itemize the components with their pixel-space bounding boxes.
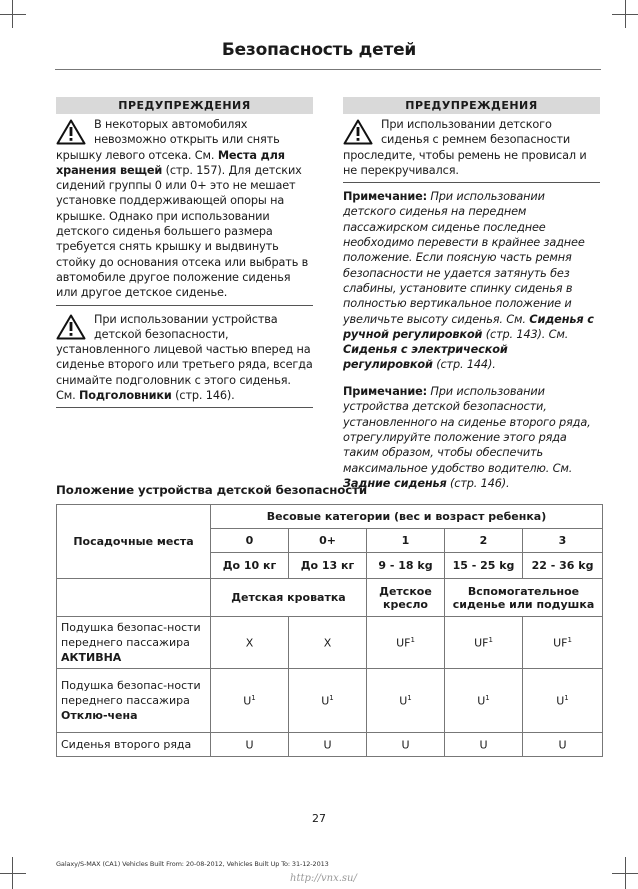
cell-value: U: [321, 694, 330, 708]
cross-reference[interactable]: Места для хранения вещей: [56, 148, 285, 177]
seat-type-header: Вспомогательное сиденье или подушка: [445, 579, 603, 617]
crop-mark: [612, 14, 638, 15]
group-header: 0+: [289, 529, 367, 553]
warnings-heading: ПРЕДУПРЕЖДЕНИЯ: [343, 97, 600, 114]
crop-mark: [0, 873, 26, 874]
warning-text: [56, 118, 308, 299]
table-cell: [445, 669, 523, 733]
table-cell: [367, 733, 445, 757]
cell-footnote: 1: [567, 635, 572, 644]
group-header: 0: [211, 529, 289, 553]
row-label: [57, 617, 211, 669]
group-header: 2: [445, 529, 523, 553]
table-cell: [523, 733, 603, 757]
page-number: 27: [312, 812, 326, 825]
cell-footnote: 1: [488, 635, 493, 644]
table-corner-header: Посадочные места: [57, 505, 211, 579]
note-paragraph: [343, 189, 600, 373]
cell-value: UF: [474, 636, 489, 650]
warning-triangle-icon: [343, 119, 373, 145]
cell-value: X: [245, 636, 254, 650]
table-cell: [367, 617, 445, 669]
note-text: (стр. 144).: [432, 358, 496, 372]
warning-text-part: В некоторых автомобилях невозможно открыть или снять крышку левого отсека. См.: [56, 118, 280, 162]
warning-triangle-icon: [56, 314, 86, 340]
cross-reference[interactable]: Задние сиденья: [343, 476, 447, 490]
seat-type-header: Детская кроватка: [211, 579, 367, 617]
warning-block: [56, 312, 313, 409]
table-row: [57, 733, 603, 757]
title-divider: [55, 69, 601, 70]
row-label-emphasis: Отклю-чена: [61, 709, 138, 722]
group-header: 1: [367, 529, 445, 553]
row-label-text: Сиденья второго ряда: [61, 738, 192, 751]
warnings-heading: ПРЕДУПРЕЖДЕНИЯ: [56, 97, 313, 114]
cell-footnote: 1: [407, 693, 412, 702]
row-label: [57, 733, 211, 757]
note-text: При использовании устройства детской безопасности, установленного на сиденье второго ряда, отрегулируйте положение этого ряда таким образом, чтобы обеспечить максимальное удобство водителю. См.: [343, 385, 591, 475]
note-text: При использовании детского сиденья на переднем пассажирском сиденье последнее необходимо перевести в крайнее заднее положение. Если поясную часть ремня безопасности не удается затянуть без слабины, установите спинку сиденья в полностью вертикальное положение и увеличьте высоту сиденья. См.: [343, 190, 585, 326]
row-label-text: Подушка безопас-ности переднего пассажира: [61, 621, 201, 649]
table-row: [57, 669, 603, 733]
cross-reference[interactable]: Сиденья с ручной регулировкой: [343, 312, 594, 341]
cross-reference[interactable]: Подголовники: [79, 389, 172, 403]
note-text: (стр. 146).: [446, 476, 510, 490]
weight-header: 22 - 36 kg: [523, 553, 603, 579]
table-cell: [367, 669, 445, 733]
warning-text-part: При использовании устройства детской безопасности, установленного лицевой частью вперед на сиденье второго или третьего ряда, всегда снимайте подголовник с этого сиденья. См.: [56, 312, 313, 403]
note-paragraph: [343, 384, 600, 491]
warning-block: [343, 117, 600, 183]
warning-text: При использовании детского сиденья с ремнем безопасности проследите, чтобы ремень не провисал и не перекручивался.: [343, 118, 587, 177]
table-cell: [211, 669, 289, 733]
page-title: Безопасность детей: [221, 40, 417, 60]
warning-block: [56, 117, 313, 306]
right-column: [343, 97, 600, 502]
row-label-emphasis: АКТИВНА: [61, 651, 122, 664]
table-cell: [289, 733, 367, 757]
warning-triangle-icon: [56, 119, 86, 145]
crop-mark: [612, 873, 638, 874]
table-cell: [211, 617, 289, 669]
cell-footnote: 1: [410, 635, 415, 644]
table-cell: [523, 669, 603, 733]
table-row: [57, 617, 603, 669]
watermark-url: http://vnx.su/: [290, 873, 357, 884]
cell-value: U: [323, 738, 332, 752]
weight-header: До 13 кг: [289, 553, 367, 579]
cell-value: U: [558, 738, 567, 752]
note-text: (стр. 143). См.: [482, 327, 569, 341]
table-cell: [289, 617, 367, 669]
table-blank-cell: [57, 579, 211, 617]
row-label-text: Подушка безопас-ности переднего пассажира: [61, 679, 201, 707]
weight-category-header: Весовые категории (вес и возраст ребенка): [211, 505, 603, 529]
cell-value: U: [477, 694, 486, 708]
table-cell: [445, 617, 523, 669]
warning-text-part: (стр. 157). Для детских сидений группы 0 или 0+ это не мешает установке поддерживающей опоры на крышке. Однако при использовании детского сиденья большего размера требуется снять крышку и выдвинуть стойку до основания отсека или выбрать в автомобиле другое положение сиденья или другое детское сиденье.: [56, 163, 309, 300]
cell-footnote: 1: [251, 693, 256, 702]
weight-header: 9 - 18 kg: [367, 553, 445, 579]
table-cell: [445, 733, 523, 757]
cell-footnote: 1: [564, 693, 569, 702]
warning-text-part: (стр. 146).: [171, 389, 235, 403]
note-label: Примечание:: [343, 385, 427, 399]
cell-value: U: [556, 694, 565, 708]
cell-value: U: [399, 694, 408, 708]
cell-value: U: [479, 738, 488, 752]
cell-value: UF: [553, 636, 568, 650]
child-seat-position-table: [56, 504, 603, 757]
note-label: Примечание:: [343, 190, 427, 204]
weight-header: 15 - 25 kg: [445, 553, 523, 579]
cell-value: UF: [396, 636, 411, 650]
row-label: [57, 669, 211, 733]
cell-value: X: [323, 636, 332, 650]
table-cell: [211, 733, 289, 757]
cell-value: U: [245, 738, 254, 752]
cell-footnote: 1: [329, 693, 334, 702]
group-header: 3: [523, 529, 603, 553]
seat-type-header: Детское кресло: [367, 579, 445, 617]
table-cell: [289, 669, 367, 733]
cell-value: U: [401, 738, 410, 752]
left-column: [56, 97, 313, 414]
footer-vehicle-info: Galaxy/S-MAX (CA1) Vehicles Built From: 20-08-2012, Vehicles Built Up To: 31-12-2013: [56, 860, 329, 868]
table-cell: [523, 617, 603, 669]
warning-text: [56, 313, 313, 402]
cross-reference[interactable]: Сиденья с электрической регулировкой: [343, 343, 508, 372]
weight-header: До 10 кг: [211, 553, 289, 579]
table-title: Положение устройства детской безопасности: [56, 483, 368, 497]
cell-footnote: 1: [485, 693, 490, 702]
cell-value: U: [243, 694, 252, 708]
crop-mark: [0, 14, 26, 15]
